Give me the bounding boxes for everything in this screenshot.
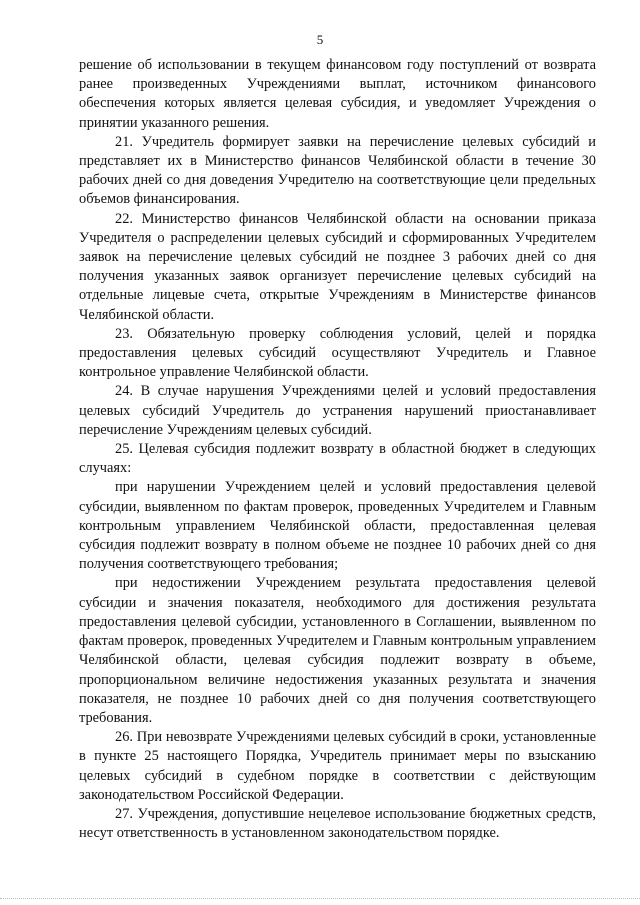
paragraph-23: 23. Обязательную проверку соблюдения условий, целей и порядка предоставления целевых субсидий осуществляют Учредитель и Главное контрольное управление Челябинской области. xyxy=(79,325,596,381)
paragraph-25-case-2: при недостижении Учреждением результата предоставления целевой субсидии и значения показателя, необходимого для достижения результата предоставления целевой субсидии, установленного в Соглашении, выявленном по фактам проверок, проведенных Учредителем и Главным контрольным управлением Челябинской области, целевая субсидия подлежит возврату в объеме, пропорциональном величине недостижения указанных результата и значения показателя, не позднее 10 рабочих дней со дня получения соответствующего требования. xyxy=(79,575,596,726)
paragraph-24: 24. В случае нарушения Учреждениями целей и условий предоставления целевых субсидий Учредитель до устранения нарушений приостанавливает перечисление Учреждениям целевых субсидий. xyxy=(79,383,596,438)
paragraph-25-case-1: при нарушении Учреждением целей и условий предоставления целевой субсидии, выявленном по фактам проверок, проведенных Учредителем и Главным контрольным управлением Челябинской области, предоставленная целевая субсидия подлежит возврату в полном объеме не позднее 10 рабочих дней со дня получения соответствующего требования; xyxy=(79,479,596,573)
paragraph-22: 22. Министерство финансов Челябинской области на основании приказа Учредителя о распределении целевых субсидий и сформированных Учредителем заявок на перечисление целевых субсидий не позднее 3 рабочих дней со дня получения указанных заявок организует перечисление целевых субсидий на отдельные лицевые счета, открытые Учреждениям в Министерстве финансов Челябинской области. xyxy=(79,210,596,323)
paragraph-21: 21. Учредитель формирует заявки на перечисление целевых субсидий и представляет их в Министерство финансов Челябинской области в течение 30 рабочих дней со дня доведения Учредителю на соответствующие цели предельных объемов финансирования. xyxy=(79,133,596,208)
paragraph-26: 26. При невозврате Учреждениями целевых субсидий в сроки, установленные в пункте 25 настоящего Порядка, Учредитель принимает меры по взысканию целевых субсидий в судебном порядке в соответствии с действующим законодательством Российской Федерации. xyxy=(79,729,596,803)
page-number: 5 xyxy=(316,32,324,47)
bottom-dotted-rule xyxy=(0,898,640,899)
paragraph-continuation: решение об использовании в текущем финансовом году поступлений от возврата ранее произведенных Учреждениями выплат, источником финансового обеспечения которых является целевая субсидия, и уведомляет Учреждения о принятии указанного решения. xyxy=(79,57,596,131)
paragraph-25: 25. Целевая субсидия подлежит возврату в областной бюджет в следующих случаях: xyxy=(79,441,596,477)
paragraph-27: 27. Учреждения, допустившие нецелевое использование бюджетных средств, несут ответственность в установленном законодательством порядке. xyxy=(79,805,596,842)
document-body xyxy=(79,56,596,843)
